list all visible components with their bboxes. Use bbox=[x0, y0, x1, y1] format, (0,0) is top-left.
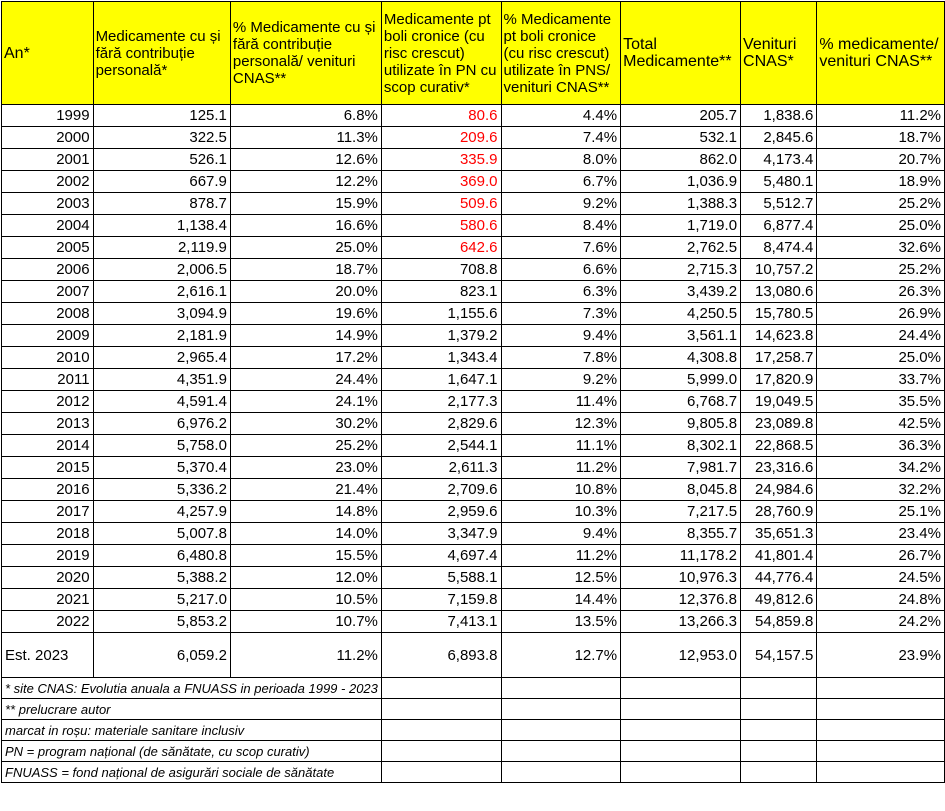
table-cell: 2011 bbox=[2, 369, 94, 391]
table-row bbox=[2, 347, 945, 369]
table-cell: 4,173.4 bbox=[741, 149, 817, 171]
empty-cell bbox=[381, 678, 501, 699]
table-cell: 9,805.8 bbox=[621, 413, 741, 435]
table-cell: 24.1% bbox=[230, 391, 381, 413]
table-cell: 2000 bbox=[2, 127, 94, 149]
table-cell: 2003 bbox=[2, 193, 94, 215]
header-medications-revenue-percent: % medicamente/ venituri CNAS** bbox=[817, 2, 945, 105]
table-cell: 2,959.6 bbox=[381, 501, 501, 523]
table-cell: 2001 bbox=[2, 149, 94, 171]
table-cell: 9.2% bbox=[501, 193, 621, 215]
table-cell: 5,588.1 bbox=[381, 567, 501, 589]
table-cell: 24.8% bbox=[817, 589, 945, 611]
table-cell: 18.7% bbox=[817, 127, 945, 149]
table-cell: 878.7 bbox=[93, 193, 230, 215]
empty-cell bbox=[817, 762, 945, 783]
table-cell: 5,388.2 bbox=[93, 567, 230, 589]
table-row bbox=[2, 171, 945, 193]
table-cell: 23.0% bbox=[230, 457, 381, 479]
table-cell: 2,762.5 bbox=[621, 237, 741, 259]
table-cell: 7,981.7 bbox=[621, 457, 741, 479]
table-cell: 26.3% bbox=[817, 281, 945, 303]
footnote-row bbox=[2, 762, 945, 783]
table-cell: 8,302.1 bbox=[621, 435, 741, 457]
table-cell: 6,976.2 bbox=[93, 413, 230, 435]
table-cell: 25.0% bbox=[817, 347, 945, 369]
table-cell: 2,965.4 bbox=[93, 347, 230, 369]
table-cell: 21.4% bbox=[230, 479, 381, 501]
table-cell: 10,976.3 bbox=[621, 567, 741, 589]
table-cell: 3,439.2 bbox=[621, 281, 741, 303]
table-cell: 1999 bbox=[2, 105, 94, 127]
empty-cell bbox=[621, 762, 741, 783]
header-medications-percent: % Medicamente cu și fără contribuție personală/ venituri CNAS** bbox=[230, 2, 381, 105]
table-row bbox=[2, 127, 945, 149]
table-cell: 2019 bbox=[2, 545, 94, 567]
table-row bbox=[2, 105, 945, 127]
table-cell: 6.6% bbox=[501, 259, 621, 281]
table-cell: 6.7% bbox=[501, 171, 621, 193]
empty-cell bbox=[621, 720, 741, 741]
empty-cell bbox=[381, 762, 501, 783]
header-medications: Medicamente cu și fără contribuție personală* bbox=[93, 2, 230, 105]
table-cell: 19,049.5 bbox=[741, 391, 817, 413]
table-cell: 2,006.5 bbox=[93, 259, 230, 281]
footnote bbox=[2, 678, 382, 699]
table-cell: 25.0% bbox=[817, 215, 945, 237]
table-cell: 2012 bbox=[2, 391, 94, 413]
table-cell: 32.6% bbox=[817, 237, 945, 259]
table-cell: 8.0% bbox=[501, 149, 621, 171]
table-cell: 7,217.5 bbox=[621, 501, 741, 523]
table-cell: 369.0 bbox=[381, 171, 501, 193]
medication-spending-table bbox=[1, 1, 945, 783]
table-cell: 5,007.8 bbox=[93, 523, 230, 545]
table-row bbox=[2, 303, 945, 325]
table-cell: 44,776.4 bbox=[741, 567, 817, 589]
table-cell: 14.9% bbox=[230, 325, 381, 347]
table-cell: 532.1 bbox=[621, 127, 741, 149]
table-cell: 5,512.7 bbox=[741, 193, 817, 215]
table-cell: 2018 bbox=[2, 523, 94, 545]
table-cell: 7.3% bbox=[501, 303, 621, 325]
empty-cell bbox=[741, 720, 817, 741]
empty-cell bbox=[741, 762, 817, 783]
table-cell: 205.7 bbox=[621, 105, 741, 127]
table-cell: 11,178.2 bbox=[621, 545, 741, 567]
table-cell: 335.9 bbox=[381, 149, 501, 171]
header-chronic-medications-percent: % Medicamente pt boli cronice (cu risc crescut) utilizate în PNS/ venituri CNAS** bbox=[501, 2, 621, 105]
footnote-text: marcat in roșu: materiale sanitare inclusiv bbox=[5, 722, 245, 738]
table-cell: 14.0% bbox=[230, 523, 381, 545]
table-cell: 5,370.4 bbox=[93, 457, 230, 479]
table-cell: 642.6 bbox=[381, 237, 501, 259]
footnote bbox=[2, 741, 382, 762]
table-cell: 11.2% bbox=[501, 545, 621, 567]
footnote-row bbox=[2, 699, 945, 720]
table-cell: 6.3% bbox=[501, 281, 621, 303]
table-row bbox=[2, 457, 945, 479]
empty-cell bbox=[501, 678, 621, 699]
table-cell: 8.4% bbox=[501, 215, 621, 237]
table-cell: 10,757.2 bbox=[741, 259, 817, 281]
table-cell: 80.6 bbox=[381, 105, 501, 127]
table-cell: 1,838.6 bbox=[741, 105, 817, 127]
table-cell: 2,181.9 bbox=[93, 325, 230, 347]
table-row bbox=[2, 325, 945, 347]
table-cell: 15.9% bbox=[230, 193, 381, 215]
header-row bbox=[2, 2, 945, 105]
table-cell: 8,355.7 bbox=[621, 523, 741, 545]
table-cell: 1,719.0 bbox=[621, 215, 741, 237]
table-cell: 6,893.8 bbox=[381, 633, 501, 678]
table-cell: 13.5% bbox=[501, 611, 621, 633]
table-cell: 5,999.0 bbox=[621, 369, 741, 391]
table-cell: 209.6 bbox=[381, 127, 501, 149]
table-cell: 862.0 bbox=[621, 149, 741, 171]
table-cell: 2015 bbox=[2, 457, 94, 479]
table-cell: 22,868.5 bbox=[741, 435, 817, 457]
table-cell: 35.5% bbox=[817, 391, 945, 413]
table-cell: 4.4% bbox=[501, 105, 621, 127]
table-cell: 4,308.8 bbox=[621, 347, 741, 369]
table-cell: 6,480.8 bbox=[93, 545, 230, 567]
table-cell: 12,376.8 bbox=[621, 589, 741, 611]
table-cell: 24.2% bbox=[817, 611, 945, 633]
table-cell: 1,036.9 bbox=[621, 171, 741, 193]
table-cell: 2022 bbox=[2, 611, 94, 633]
empty-cell bbox=[741, 678, 817, 699]
table-cell: 5,480.1 bbox=[741, 171, 817, 193]
table-cell: 2,611.3 bbox=[381, 457, 501, 479]
table-cell: 4,250.5 bbox=[621, 303, 741, 325]
table-cell: 526.1 bbox=[93, 149, 230, 171]
table-cell: 33.7% bbox=[817, 369, 945, 391]
table-cell: 17,820.9 bbox=[741, 369, 817, 391]
empty-cell bbox=[501, 699, 621, 720]
table-cell: 2005 bbox=[2, 237, 94, 259]
table-cell: 30.2% bbox=[230, 413, 381, 435]
table-cell: 26.9% bbox=[817, 303, 945, 325]
table-cell: 2014 bbox=[2, 435, 94, 457]
table-cell: 580.6 bbox=[381, 215, 501, 237]
table-cell: 23.9% bbox=[817, 633, 945, 678]
table-cell: 9.2% bbox=[501, 369, 621, 391]
table-row bbox=[2, 149, 945, 171]
table-cell: 17,258.7 bbox=[741, 347, 817, 369]
table-cell: 1,155.6 bbox=[381, 303, 501, 325]
table-row bbox=[2, 501, 945, 523]
empty-cell bbox=[817, 720, 945, 741]
table-cell: 25.2% bbox=[817, 259, 945, 281]
table-cell: 24.5% bbox=[817, 567, 945, 589]
table-cell: 509.6 bbox=[381, 193, 501, 215]
table-cell: 23,316.6 bbox=[741, 457, 817, 479]
empty-cell bbox=[621, 699, 741, 720]
table-cell: 14,623.8 bbox=[741, 325, 817, 347]
table-cell: 16.6% bbox=[230, 215, 381, 237]
table-cell: 2009 bbox=[2, 325, 94, 347]
empty-cell bbox=[381, 741, 501, 762]
table-cell: 9.4% bbox=[501, 523, 621, 545]
estimate-row bbox=[2, 633, 945, 678]
table-cell: 5,758.0 bbox=[93, 435, 230, 457]
table-cell: 6,768.7 bbox=[621, 391, 741, 413]
footnote-text: PN = program național (de sănătate, cu scop curativ) bbox=[5, 743, 310, 759]
table-cell: 125.1 bbox=[93, 105, 230, 127]
empty-cell bbox=[381, 720, 501, 741]
footnote-row bbox=[2, 720, 945, 741]
table-cell: 23.4% bbox=[817, 523, 945, 545]
table-cell: 5,217.0 bbox=[93, 589, 230, 611]
empty-cell bbox=[621, 678, 741, 699]
empty-cell bbox=[741, 741, 817, 762]
table-cell: 11.4% bbox=[501, 391, 621, 413]
empty-cell bbox=[501, 741, 621, 762]
table-cell: 2016 bbox=[2, 479, 94, 501]
table-cell: 1,343.4 bbox=[381, 347, 501, 369]
table-cell: 8,474.4 bbox=[741, 237, 817, 259]
table-cell: 11.2% bbox=[817, 105, 945, 127]
table-cell: 12.2% bbox=[230, 171, 381, 193]
table-cell: 2006 bbox=[2, 259, 94, 281]
table-cell: 2,829.6 bbox=[381, 413, 501, 435]
table-cell: 7,413.1 bbox=[381, 611, 501, 633]
table-cell: 823.1 bbox=[381, 281, 501, 303]
table-cell: 2,715.3 bbox=[621, 259, 741, 281]
footnote bbox=[2, 720, 382, 741]
table-cell: 54,157.5 bbox=[741, 633, 817, 678]
table-row bbox=[2, 589, 945, 611]
table-cell: 23,089.8 bbox=[741, 413, 817, 435]
empty-cell bbox=[817, 699, 945, 720]
table-cell: 12.6% bbox=[230, 149, 381, 171]
table-row bbox=[2, 369, 945, 391]
table-cell: 2013 bbox=[2, 413, 94, 435]
footnote-row bbox=[2, 741, 945, 762]
table-row bbox=[2, 281, 945, 303]
table-cell: 26.7% bbox=[817, 545, 945, 567]
table-cell: 2007 bbox=[2, 281, 94, 303]
table-cell: 32.2% bbox=[817, 479, 945, 501]
table-body bbox=[2, 105, 945, 783]
table-cell: 2002 bbox=[2, 171, 94, 193]
table-row bbox=[2, 259, 945, 281]
table-cell: 35,651.3 bbox=[741, 523, 817, 545]
footnote bbox=[2, 699, 382, 720]
table-cell: 54,859.8 bbox=[741, 611, 817, 633]
header-chronic-medications: Medicamente pt boli cronice (cu risc crescut) utilizate în PN cu scop curativ* bbox=[381, 2, 501, 105]
table-cell: 2008 bbox=[2, 303, 94, 325]
table-cell: 11.1% bbox=[501, 435, 621, 457]
table-cell: 7,159.8 bbox=[381, 589, 501, 611]
header-year: An* bbox=[2, 2, 94, 105]
footnote-text: FNUASS = fond național de asigurări sociale de sănătate bbox=[5, 764, 335, 780]
table-row bbox=[2, 435, 945, 457]
table-cell: 7.4% bbox=[501, 127, 621, 149]
footnote-text: * site CNAS: Evolutia anuala a FNUASS in perioada 1999 - 2023 bbox=[5, 680, 378, 696]
table-cell: 6,059.2 bbox=[93, 633, 230, 678]
table-cell: 6.8% bbox=[230, 105, 381, 127]
table-row bbox=[2, 523, 945, 545]
table-cell: 7.8% bbox=[501, 347, 621, 369]
table-row bbox=[2, 611, 945, 633]
table-cell: 322.5 bbox=[93, 127, 230, 149]
table-cell: 3,094.9 bbox=[93, 303, 230, 325]
table-cell: 49,812.6 bbox=[741, 589, 817, 611]
table-cell: 667.9 bbox=[93, 171, 230, 193]
empty-cell bbox=[501, 762, 621, 783]
table-cell: 20.7% bbox=[817, 149, 945, 171]
empty-cell bbox=[621, 741, 741, 762]
table-cell: 2004 bbox=[2, 215, 94, 237]
table-cell: 2017 bbox=[2, 501, 94, 523]
table-cell: 10.5% bbox=[230, 589, 381, 611]
table-cell: 17.2% bbox=[230, 347, 381, 369]
table-cell: 24,984.6 bbox=[741, 479, 817, 501]
table-cell: 19.6% bbox=[230, 303, 381, 325]
table-cell: 2,119.9 bbox=[93, 237, 230, 259]
table-cell: 3,347.9 bbox=[381, 523, 501, 545]
table-cell: 11.2% bbox=[230, 633, 381, 678]
table-cell: 7.6% bbox=[501, 237, 621, 259]
table-cell: 13,266.3 bbox=[621, 611, 741, 633]
table-cell: 1,388.3 bbox=[621, 193, 741, 215]
table-cell: 25.2% bbox=[230, 435, 381, 457]
footnote-text: ** prelucrare autor bbox=[5, 701, 111, 717]
table-cell: 4,697.4 bbox=[381, 545, 501, 567]
table-cell: 4,591.4 bbox=[93, 391, 230, 413]
footnote-row bbox=[2, 678, 945, 699]
table-row bbox=[2, 545, 945, 567]
table-cell: 2,616.1 bbox=[93, 281, 230, 303]
table-cell: 12.7% bbox=[501, 633, 621, 678]
table-cell: 4,351.9 bbox=[93, 369, 230, 391]
table-cell: 1,647.1 bbox=[381, 369, 501, 391]
header-total-medications: Total Medicamente** bbox=[621, 2, 741, 105]
table-cell: 2021 bbox=[2, 589, 94, 611]
table-cell: 1,138.4 bbox=[93, 215, 230, 237]
table-cell: 20.0% bbox=[230, 281, 381, 303]
table-cell: 10.3% bbox=[501, 501, 621, 523]
table-cell: Est. 2023 bbox=[2, 633, 94, 678]
table-cell: 10.7% bbox=[230, 611, 381, 633]
table-cell: 9.4% bbox=[501, 325, 621, 347]
table-cell: 6,877.4 bbox=[741, 215, 817, 237]
table-cell: 18.7% bbox=[230, 259, 381, 281]
table-cell: 25.1% bbox=[817, 501, 945, 523]
table-cell: 24.4% bbox=[817, 325, 945, 347]
table-cell: 5,336.2 bbox=[93, 479, 230, 501]
table-cell: 1,379.2 bbox=[381, 325, 501, 347]
table-cell: 2,709.6 bbox=[381, 479, 501, 501]
table-cell: 11.3% bbox=[230, 127, 381, 149]
header-cnas-revenue: Venituri CNAS* bbox=[741, 2, 817, 105]
table-cell: 12.0% bbox=[230, 567, 381, 589]
table-cell: 36.3% bbox=[817, 435, 945, 457]
table-row bbox=[2, 413, 945, 435]
table-cell: 13,080.6 bbox=[741, 281, 817, 303]
table-cell: 708.8 bbox=[381, 259, 501, 281]
footnote bbox=[2, 762, 382, 783]
table-cell: 15,780.5 bbox=[741, 303, 817, 325]
empty-cell bbox=[817, 741, 945, 762]
table-cell: 2,845.6 bbox=[741, 127, 817, 149]
table-cell: 10.8% bbox=[501, 479, 621, 501]
table-cell: 41,801.4 bbox=[741, 545, 817, 567]
table-row bbox=[2, 193, 945, 215]
empty-cell bbox=[381, 699, 501, 720]
table-cell: 25.2% bbox=[817, 193, 945, 215]
table-cell: 2,544.1 bbox=[381, 435, 501, 457]
table-cell: 18.9% bbox=[817, 171, 945, 193]
table-cell: 24.4% bbox=[230, 369, 381, 391]
table-cell: 34.2% bbox=[817, 457, 945, 479]
table-cell: 14.8% bbox=[230, 501, 381, 523]
table-cell: 5,853.2 bbox=[93, 611, 230, 633]
table-cell: 15.5% bbox=[230, 545, 381, 567]
table-cell: 11.2% bbox=[501, 457, 621, 479]
table-row bbox=[2, 479, 945, 501]
table-cell: 2010 bbox=[2, 347, 94, 369]
table-cell: 12.3% bbox=[501, 413, 621, 435]
table-cell: 3,561.1 bbox=[621, 325, 741, 347]
empty-cell bbox=[817, 678, 945, 699]
table-row bbox=[2, 567, 945, 589]
table-cell: 25.0% bbox=[230, 237, 381, 259]
table-cell: 2020 bbox=[2, 567, 94, 589]
table-cell: 2,177.3 bbox=[381, 391, 501, 413]
empty-cell bbox=[501, 720, 621, 741]
table-row bbox=[2, 237, 945, 259]
table-cell: 12,953.0 bbox=[621, 633, 741, 678]
table-row bbox=[2, 215, 945, 237]
table-cell: 28,760.9 bbox=[741, 501, 817, 523]
table-cell: 8,045.8 bbox=[621, 479, 741, 501]
table-row bbox=[2, 391, 945, 413]
table-cell: 14.4% bbox=[501, 589, 621, 611]
table-cell: 12.5% bbox=[501, 567, 621, 589]
table-cell: 4,257.9 bbox=[93, 501, 230, 523]
table-cell: 42.5% bbox=[817, 413, 945, 435]
empty-cell bbox=[741, 699, 817, 720]
